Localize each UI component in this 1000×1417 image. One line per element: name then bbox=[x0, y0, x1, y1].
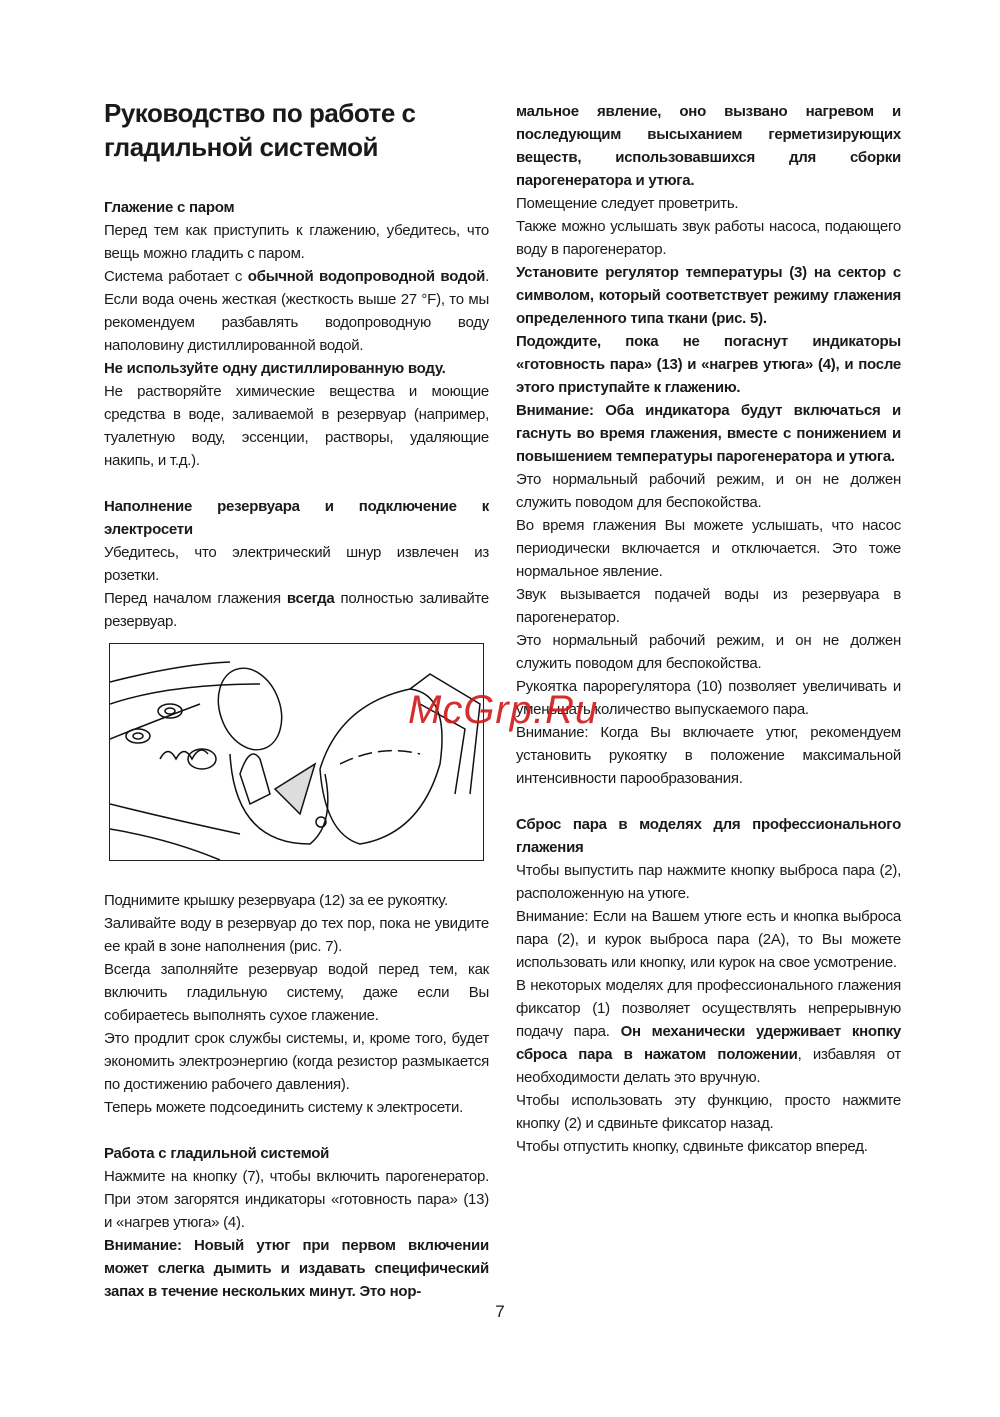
paragraph bbox=[104, 1096, 489, 1119]
text-run: Перед началом глажения bbox=[104, 590, 287, 607]
reservoir-filling-illustration bbox=[110, 644, 483, 860]
bold-text: Внимание: Оба индикатора будут включаться и гаснуть во время глажения, вместе с понижением и повышением температуры парогенератора и утюга. bbox=[516, 402, 901, 465]
figure-filling-reservoir bbox=[109, 643, 484, 861]
section-heading bbox=[104, 1142, 489, 1165]
text-run: . Если вода очень жесткая (жесткость выше 27 °F), то мы рекомендуем разбавлять водопроводную воду наполовину дистиллированной водой. bbox=[104, 268, 489, 354]
text-run: Теперь можете подсоединить систему к электросети. bbox=[104, 1099, 464, 1116]
text-run: Всегда заполняйте резервуар водой перед тем, как включить гладильную систему, даже если Вы собираетесь выполнять сухое глажение. bbox=[104, 961, 489, 1024]
paragraph bbox=[516, 330, 901, 399]
bold-text: Установите регулятор температуры (3) на сектор с символом, который соответствует режиму глажения определенного типа ткани (рис. 5). bbox=[516, 264, 901, 327]
text-run: полностью заливайте резервуар. bbox=[104, 590, 489, 630]
text-run: Заливайте воду в резервуар до тех пор, пока не увидите ее край в зоне наполнения (рис. 7). bbox=[104, 915, 489, 955]
paragraph bbox=[516, 100, 901, 192]
text-run: Звук вызывается подачей воды из резервуара в парогенератор. bbox=[516, 586, 901, 626]
paragraph bbox=[104, 380, 489, 472]
paragraph bbox=[516, 974, 901, 1089]
section-heading bbox=[104, 196, 489, 219]
text-run: Это нормальный рабочий режим, и он не должен служить поводом для беспокойства. bbox=[516, 471, 901, 511]
paragraph bbox=[516, 905, 901, 974]
text-run: Помещение следует проветрить. bbox=[516, 195, 739, 212]
paragraph bbox=[516, 514, 901, 583]
paragraph bbox=[104, 889, 489, 912]
paragraph bbox=[104, 1027, 489, 1096]
text-run: Наполнение резервуара и подключение к электросети bbox=[104, 498, 489, 538]
paragraph bbox=[104, 587, 489, 633]
paragraph bbox=[104, 541, 489, 587]
paragraph bbox=[516, 675, 901, 721]
text-run: Чтобы использовать эту функцию, просто нажмите кнопку (2) и сдвиньте фиксатор назад. bbox=[516, 1092, 901, 1132]
bold-text: Он механически удерживает кнопку сброса пара в нажатом положении bbox=[516, 1023, 901, 1063]
text-run: Это продлит срок службы системы, и, кроме того, будет экономить электроэнергию (когда резистор размыкается по достижению рабочего давления). bbox=[104, 1030, 489, 1093]
text-run: Также можно услышать звук работы насоса, подающего воду в парогенератор. bbox=[516, 218, 901, 258]
paragraph bbox=[104, 219, 489, 265]
text-run: Чтобы выпустить пар нажмите кнопку выброса пара (2), расположенную на утюге. bbox=[516, 862, 901, 902]
paragraph bbox=[104, 958, 489, 1027]
paragraph bbox=[516, 261, 901, 330]
text-run: Работа с гладильной системой bbox=[104, 1145, 330, 1162]
paragraph bbox=[516, 859, 901, 905]
text-run: Глажение с паром bbox=[104, 199, 235, 216]
paragraph bbox=[516, 468, 901, 514]
text-run: Чтобы отпустить кнопку, сдвиньте фиксатор вперед. bbox=[516, 1138, 868, 1155]
text-run: Во время глажения Вы можете услышать, что насос периодически включается и отключается. Это тоже нормальное явление. bbox=[516, 517, 901, 580]
page-number: 7 bbox=[495, 1302, 505, 1321]
text-run: Поднимите крышку резервуара (12) за ее рукоятку. bbox=[104, 892, 448, 909]
bold-text: Подождите, пока не погаснут индикаторы «готовность пара» (13) и «нагрев утюга» (4), и после этого приступайте к глажению. bbox=[516, 333, 901, 396]
text-run: В некоторых моделях для профессионального глажения фиксатор (1) позволяет осуществлять непрерывную подачу пара. bbox=[516, 977, 901, 1040]
text-run: Сброс пара в моделях для профессионального глажения bbox=[516, 816, 901, 856]
right-column bbox=[516, 100, 901, 1158]
text-run: Не растворяйте химические вещества и моющие средства в воде, заливаемой в резервуар (например, туалетную воду, эссенции, растворы, удаляющие накипь, и т.д.). bbox=[104, 383, 489, 469]
left-column bbox=[104, 96, 489, 1303]
bold-text: Внимание: Новый утюг при первом включении может слегка дымить и издавать специфический запах в течение нескольких минут. Это нор- bbox=[104, 1237, 489, 1300]
bold-text: обычной водопроводной водой bbox=[247, 268, 486, 285]
paragraph bbox=[516, 1089, 901, 1135]
text-run: Нажмите на кнопку (7), чтобы включить парогенератор. При этом загорятся индикаторы «готовность пара» (13) и «нагрев утюга» (4). bbox=[104, 1168, 489, 1231]
text-run: Убедитесь, что электрический шнур извлечен из розетки. bbox=[104, 544, 489, 584]
text-run: Система работает с bbox=[104, 268, 248, 285]
paragraph bbox=[516, 215, 901, 261]
page-title: Руководство по работе с гладильной системой bbox=[104, 98, 416, 162]
bold-text: Не используйте одну дистиллированную воду. bbox=[104, 360, 446, 377]
bold-text: мальное явление, оно вызвано нагревом и последующим высыханием герметизирующих веществ, использовавшихся для сборки парогенератора и утюга. bbox=[516, 103, 901, 189]
paragraph bbox=[104, 1234, 489, 1303]
section-heading bbox=[516, 813, 901, 859]
paragraph bbox=[516, 583, 901, 629]
text-run: Перед тем как приступить к глажению, убедитесь, что вещь можно гладить с паром. bbox=[104, 222, 489, 262]
bold-text: всегда bbox=[286, 590, 335, 607]
paragraph bbox=[516, 1135, 901, 1158]
paragraph bbox=[104, 357, 489, 380]
paragraph bbox=[104, 1165, 489, 1234]
paragraph bbox=[516, 721, 901, 790]
paragraph bbox=[516, 192, 901, 215]
paragraph bbox=[104, 265, 489, 357]
text-run: Внимание: Если на Вашем утюге есть и кнопка выброса пара (2), и курок выброса пара (2А), то Вы можете использовать или кнопку, или курок на свое усмотрение. bbox=[516, 908, 901, 971]
paragraph bbox=[516, 399, 901, 468]
watermark: McGrp.Ru bbox=[408, 688, 599, 732]
text-run: Это нормальный рабочий режим, и он не должен служить поводом для беспокойства. bbox=[516, 632, 901, 672]
text-run: , избавляя от необходимости делать это вручную. bbox=[516, 1046, 901, 1086]
text-run: Рукоятка парорегулятора (10) позволяет увеличивать и уменьшать количество выпускаемого пара. bbox=[516, 678, 901, 718]
paragraph bbox=[104, 912, 489, 958]
paragraph bbox=[516, 629, 901, 675]
section-heading bbox=[104, 495, 489, 541]
text-run: Внимание: Когда Вы включаете утюг, рекомендуем установить рукоятку в положение максимальной интенсивности парообразования. bbox=[516, 724, 901, 787]
